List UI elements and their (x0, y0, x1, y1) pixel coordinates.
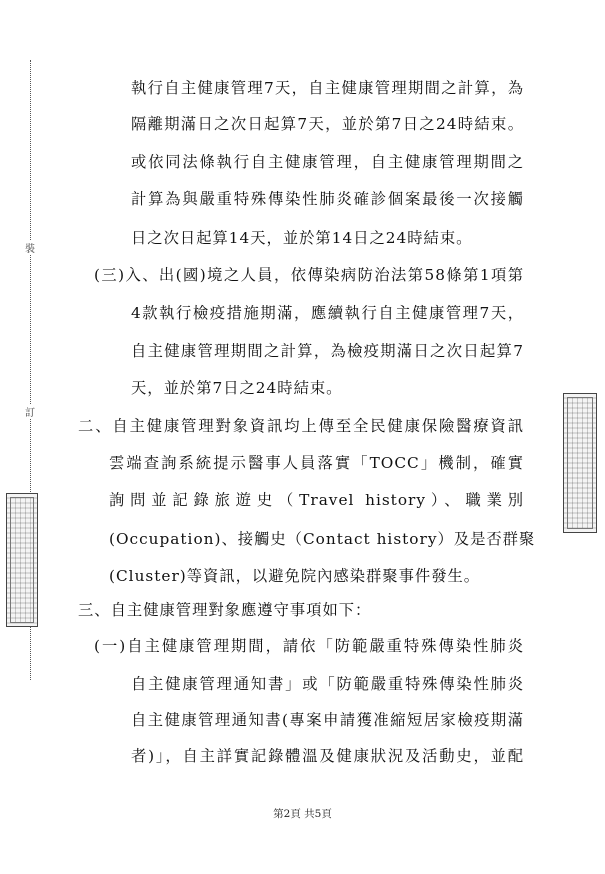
text-line-10: 二、自主健康管理對象資訊均上傳至全民健康保險醫療資訊 (78, 417, 524, 435)
text-line-19: 者)」，自主詳實記錄體溫及健康狀況及活動史，並配 (131, 747, 524, 765)
text-line-18: 自主健康管理通知書(專案申請獲准縮短居家檢疫期滿 (131, 711, 524, 729)
left-side-stamp (6, 493, 38, 627)
text-line-7: 4款執行檢疫措施期滿，應續執行自主健康管理7天， (131, 304, 524, 322)
text-line-9: 天，並於第7日之24時結束。 (131, 379, 343, 397)
text-line-11: 雲端查詢系統提示醫事人員落實「TOCC」機制，確實 (109, 454, 524, 472)
text-line-14: (Cluster)等資訊，以避免院內感染群聚事件發生。 (109, 567, 481, 585)
text-line-15: 三、自主健康管理對象應遵守事項如下： (78, 601, 372, 619)
binding-mark-zhuang: 裝 (25, 240, 35, 255)
text-line-6: (三)入、出(國)境之人員，依傳染病防治法第58條第1項第 (94, 266, 524, 284)
text-line-16: (一)自主健康管理期間，請依「防範嚴重特殊傳染性肺炎 (94, 637, 524, 655)
text-line-8: 自主健康管理期間之計算，為檢疫期滿日之次日起算7 (131, 342, 524, 360)
text-line-12: 詢問並記錄旅遊史（Travel history）、職業別 (109, 491, 524, 509)
text-line-1: 執行自主健康管理7天，自主健康管理期間之計算，為 (131, 79, 524, 97)
text-line-13: (Occupation)、接觸史（Contact history）及是否群聚 (109, 530, 536, 548)
text-line-5: 日之次日起算14天，並於第14日之24時結束。 (131, 229, 473, 247)
text-line-2: 隔離期滿日之次日起算7天，並於第7日之24時結束。 (131, 115, 524, 133)
page-number: 第2頁 共5頁 (273, 808, 332, 820)
binding-mark-ding: 訂 (25, 404, 35, 419)
text-line-17: 自主健康管理通知書」或「防範嚴重特殊傳染性肺炎 (131, 675, 524, 693)
right-side-stamp (563, 393, 597, 533)
text-line-4: 計算為與嚴重特殊傳染性肺炎確診個案最後一次接觸 (131, 190, 524, 208)
text-line-3: 或依同法條執行自主健康管理，自主健康管理期間之 (131, 153, 524, 171)
